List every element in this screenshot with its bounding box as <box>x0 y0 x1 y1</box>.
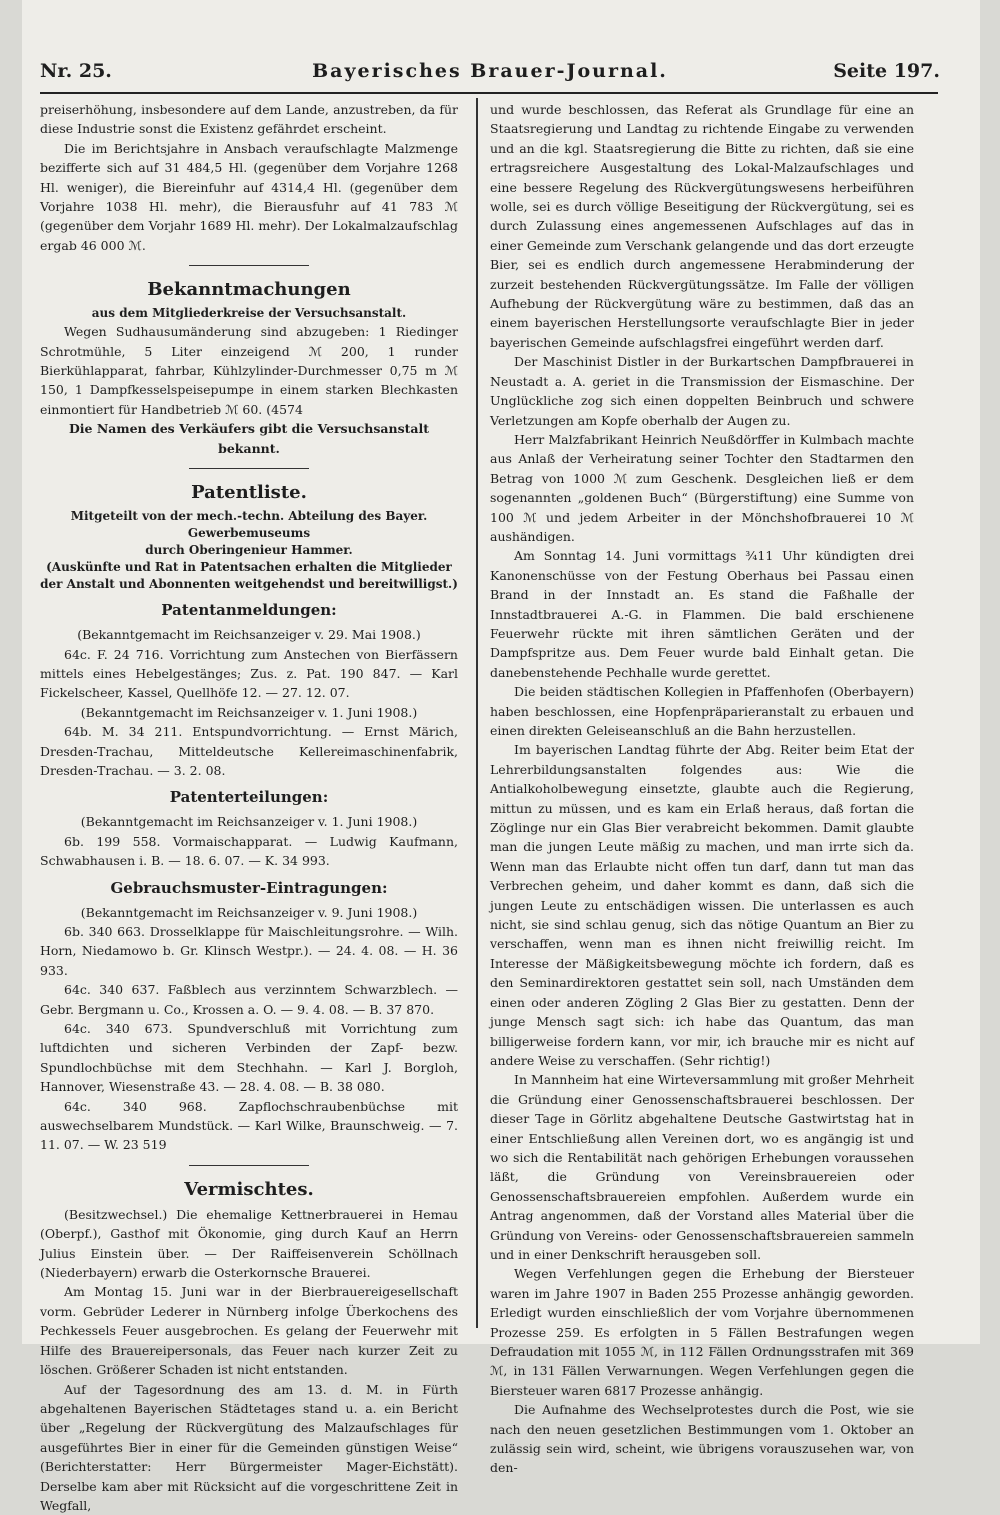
patent-entry: 6b. 340 663. Drosselklappe für Maischleitungsrohre. — Wilh. Horn, Niedamowo b. Gr. Klinsch Westpr.). — 24. 4. 08. — H. 36 933. <box>40 922 458 980</box>
page-header <box>40 60 940 86</box>
patentanmeldungen-heading: Patentanmeldungen: <box>40 599 458 621</box>
section-divider <box>189 1165 309 1166</box>
news-paragraph: Die beiden städtischen Kollegien in Pfaffenhofen (Oberbayern) haben beschlossen, eine Hopfenpräparieranstalt zu erbauen und einen direkten Geleiseanschluß an die Bahn herzustellen. <box>490 682 914 740</box>
news-paragraph: Am Montag 15. Juni war in der Bierbrauereigesellschaft vorm. Gebrüder Lederer in Nürnberg infolge Überkochens des Pechkessels Feuer ausgebrochen. Es gelang der Feuerwehr mit Hilfe des Brauereipersonals, das Feuer nach kurzer Zeit zu löschen. Größerer Schaden ist nicht entstanden. <box>40 1282 458 1379</box>
gazette-reference: (Bekanntgemacht im Reichsanzeiger v. 1. Juni 1908.) <box>40 703 458 722</box>
header-rule <box>40 92 938 94</box>
intro-paragraph: preiserhöhung, insbesondere auf dem Lande, anzustreben, da für diese Industrie sonst die Existenz gefährdet erscheint. <box>40 100 458 139</box>
patentliste-heading: Patentliste. <box>40 481 458 505</box>
issue-number: Nr. 25. <box>40 60 112 82</box>
news-paragraph: Im bayerischen Landtag führte der Abg. Reiter beim Etat der Lehrerbildungsanstalten folgendes aus: Wie die Antialkoholbewegung einsetzte, glaubte auch die Regierung, mittun zu müssen, und es kam ein Erlaß heraus, daß fortan die Zöglinge nur ein Glas Bier verabreicht bekommen. Damit glaubte man die jungen Leute mäßig zu machen, und man irrte sich da. Wenn man das Erlaubte nicht offen tun darf, dann tut man das Verbrechen geheim, und daher kommt es dann, daß sich die jungen Leute zu entschädigen wissen. Die unterlassen es auch nicht, sie sind schlau genug, sich das nötige Quantum an Bier zu verschaffen, wenn man es ihnen nicht freiwillig reicht. Im Interesse der Mäßigkeitsbewegung möchte ich fordern, daß es den Seminardirektoren gestattet sein soll, nach Umständen dem einen oder anderen Zögling 2 Glas Bier zu gestatten. Denn der junge Mensch sagt sich: ich habe das Quantum, das man billigerweise fordern kann, vor mir, ich brauche mir es nicht auf andere Weise zu verschaffen. (Sehr richtig!) <box>490 740 914 1070</box>
column-rule <box>476 98 478 1328</box>
bekanntmachungen-note: Die Namen des Verkäufers gibt die Versuchsanstalt bekannt. <box>40 419 458 458</box>
section-divider <box>189 265 309 266</box>
patenterteilungen-heading: Patenterteilungen: <box>40 786 458 808</box>
right-column <box>490 100 914 1478</box>
news-paragraph: Auf der Tagesordnung des am 13. d. M. in Fürth abgehaltenen Bayerischen Städtetages stand u. a. ein Bericht über „Regelung der Rückvergütung des Malzaufschlages für ausgeführtes Bier in einer für die Gemeinden günstigen Weise“ (Berichterstatter: Herr Bürgermeister Mager-Eichstätt). Derselbe kam aber mit Rücksicht auf die vorgeschrittene Zeit in Wegfall, <box>40 1380 458 1515</box>
bekanntmachungen-subheading: aus dem Mitgliederkreise der Versuchsanstalt. <box>40 305 458 322</box>
patent-entry: 6b. 199 558. Vormaischapparat. — Ludwig Kaufmann, Schwabhausen i. B. — 18. 6. 07. — K. 34 993. <box>40 832 458 871</box>
news-paragraph: und wurde beschlossen, das Referat als Grundlage für eine an Staatsregierung und Landtag zu richtende Eingabe zu verwenden und an die kgl. Staatsregierung die Bitte zu richten, daß sie eine ertragsreichere Ausgestaltung des Lokal-Malzaufschlages und eine bessere Regelung des Rückvergütungswesens herbeiführen wolle, sei es durch völlige Beseitigung der Rückvergütung, sei es durch Zulassung eines angemessenen Aufschlages auf das in einer Gemeinde zum Verschank gelangende und das dort erzeugte Bier, sei es endlich durch angemessene Herabminderung der zurzeit bestehenden Rückvergütungssätze. Im Falle der völligen Aufhebung der Rückvergütung wäre zu bestimmen, daß das an einem bayerischen Herstellungsorte veraufschlagte Bier in jeder bayerischen Gemeinde aufschlagsfrei eingeführt werden darf. <box>490 100 914 352</box>
intro-paragraph: Die im Berichtsjahre in Ansbach veraufschlagte Malzmenge bezifferte sich auf 31 484,5 Hl. (gegenüber dem Vorjahre 1268 Hl. weniger), die Biereinfuhr auf 4314,4 Hl. (gegenüber dem Vorjahre 1038 Hl. mehr), die Bierausfuhr auf 41 783 ℳ (gegenüber dem Vorjahr 1689 Hl. mehr). Der Lokalmalzaufschlag ergab 46 000 ℳ. <box>40 139 458 255</box>
patentliste-credit-2: durch Oberingenieur Hammer. <box>40 542 458 559</box>
vermischtes-heading: Vermischtes. <box>40 1178 458 1202</box>
gazette-reference: (Bekanntgemacht im Reichsanzeiger v. 29. Mai 1908.) <box>40 625 458 644</box>
news-paragraph: Der Maschinist Distler in der Burkartschen Dampfbrauerei in Neustadt a. A. geriet in die Transmission der Eismaschine. Der Unglückliche zog sich einen doppelten Beinbruch und schwere Verletzungen am Kopfe oberhalb der Augen zu. <box>490 352 914 430</box>
patentliste-credit: Mitgeteilt von der mech.-techn. Abteilung des Bayer. Gewerbemuseums <box>40 508 458 542</box>
bekanntmachungen-body: Wegen Sudhausumänderung sind abzugeben: 1 Riedinger Schrotmühle, 5 Liter einzeigend ℳ 200, 1 runder Bierkühlapparat, fahrbar, Kühlzylinder-Durchmesser 0,75 m ℳ 150, 1 Dampfkesselspeisepumpe in einem starken Blechkasten einmontiert für Handbetrieb ℳ 60. (4574 <box>40 322 458 419</box>
journal-title: Bayerisches Brauer-Journal. <box>40 60 940 82</box>
gazette-reference: (Bekanntgemacht im Reichsanzeiger v. 9. Juni 1908.) <box>40 903 458 922</box>
news-paragraph: Die Aufnahme des Wechselprotestes durch die Post, wie sie nach den neuen gesetzlichen Bestimmungen vom 1. Oktober an zulässig sein wird, scheint, wie übrigens vorauszusehen war, von den- <box>490 1400 914 1478</box>
section-divider <box>189 468 309 469</box>
news-paragraph: Wegen Verfehlungen gegen die Erhebung der Biersteuer waren im Jahre 1907 in Baden 255 Prozesse anhängig geworden. Erledigt wurden einschließlich der vom Vorjahre übernommenen Prozesse 259. Es erfolgten in 5 Fällen Bestrafungen wegen Defraudation mit 1055 ℳ, in 112 Fällen Ordnungsstrafen mit 369 ℳ, in 131 Fällen Verwarnungen. Wegen Verfehlungen gegen die Biersteuer waren 6817 Prozesse anhängig. <box>490 1264 914 1400</box>
gazette-reference: (Bekanntgemacht im Reichsanzeiger v. 1. Juni 1908.) <box>40 812 458 831</box>
patentliste-notice: (Auskünfte und Rat in Patentsachen erhalten die Mitglieder der Anstalt und Abonnenten weitgehendst und bereitwilligst.) <box>40 559 458 593</box>
patent-entry: 64c. 340 637. Faßblech aus verzinntem Schwarzblech. — Gebr. Bergmann u. Co., Krossen a. O. — 9. 4. 08. — B. 37 870. <box>40 980 458 1019</box>
patent-entry: 64c. 340 673. Spundverschluß mit Vorrichtung zum luftdichten und sicheren Verbinden der Zapf- bezw. Spundlochbüchse mit dem Stechhahn. — Karl J. Borgloh, Hannover, Wiesenstraße 43. — 28. 4. 08. — B. 38 080. <box>40 1019 458 1097</box>
gebrauchsmuster-heading: Gebrauchsmuster-Eintragungen: <box>40 877 458 899</box>
news-paragraph: In Mannheim hat eine Wirteversammlung mit großer Mehrheit die Gründung einer Genossenschaftsbrauerei beschlossen. Der dieser Tage in Görlitz abgehaltene Deutsche Gastwirtstag hat in einer Entschließung allen Vereinen dort, wo es angängig ist und wo sich die Rentabilität nach gehörigen Erhebungen voraussehen läßt, die Gründung von Vereinsbrauereien oder Genossenschaftsbrauereien empfohlen. Außerdem wurde ein Antrag angenommen, daß der Vorstand alles Material über die Gründung von Vereins- oder Genossenschaftsbrauereien sammeln und in einer Denkschrift herausgeben soll. <box>490 1070 914 1264</box>
news-paragraph: (Besitzwechsel.) Die ehemalige Kettnerbrauerei in Hemau (Oberpf.), Gasthof mit Ökonomie, ging durch Kauf an Herrn Julius Einstein über. — Der Raiffeisenverein Schöllnach (Niederbayern) erwarb die Osterkornsche Brauerei. <box>40 1205 458 1283</box>
patent-entry: 64c. 340 968. Zapflochschraubenbüchse mit auswechselbarem Mundstück. — Karl Wilke, Braunschweig. — 7. 11. 07. — W. 23 519 <box>40 1097 458 1155</box>
news-paragraph: Herr Malzfabrikant Heinrich Neußdörffer in Kulmbach machte aus Anlaß der Verheiratung seiner Tochter den Stadtarmen den Betrag von 1000 ℳ zum Geschenk. Desgleichen ließ er dem sogenannten „goldenen Buch“ (Bürgerstiftung) eine Summe von 100 ℳ und jedem Arbeiter in der Mönchshofbrauerei 10 ℳ aushändigen. <box>490 430 914 546</box>
patent-entry: 64c. F. 24 716. Vorrichtung zum Anstechen von Bierfässern mittels eines Hebelgestänges; Zus. z. Pat. 190 847. — Karl Fickelscheer, Kassel, Quellhöfe 12. — 27. 12. 07. <box>40 645 458 703</box>
page-number: Seite 197. <box>833 60 940 82</box>
bekanntmachungen-heading: Bekanntmachungen <box>40 278 458 302</box>
patent-entry: 64b. M. 34 211. Entspundvorrichtung. — Ernst Märich, Dresden-Trachau, Mitteldeutsche Kellereimaschinenfabrik, Dresden-Trachau. — 3. 2. 08. <box>40 722 458 780</box>
news-paragraph: Am Sonntag 14. Juni vormittags ¾11 Uhr kündigten drei Kanonenschüsse von der Festung Oberhaus bei Passau einen Brand in der Innstadt an. Es stand die Faßhalle der Innstadtbrauerei A.-G. in Flammen. Die bald erschienene Feuerwehr rückte mit ihren sämtlichen Geräten und der Dampfspritze aus. Dem Feuer wurde bald Einhalt getan. Die danebenstehende Pechhalle wurde gerettet. <box>490 546 914 682</box>
left-column <box>40 100 458 1515</box>
